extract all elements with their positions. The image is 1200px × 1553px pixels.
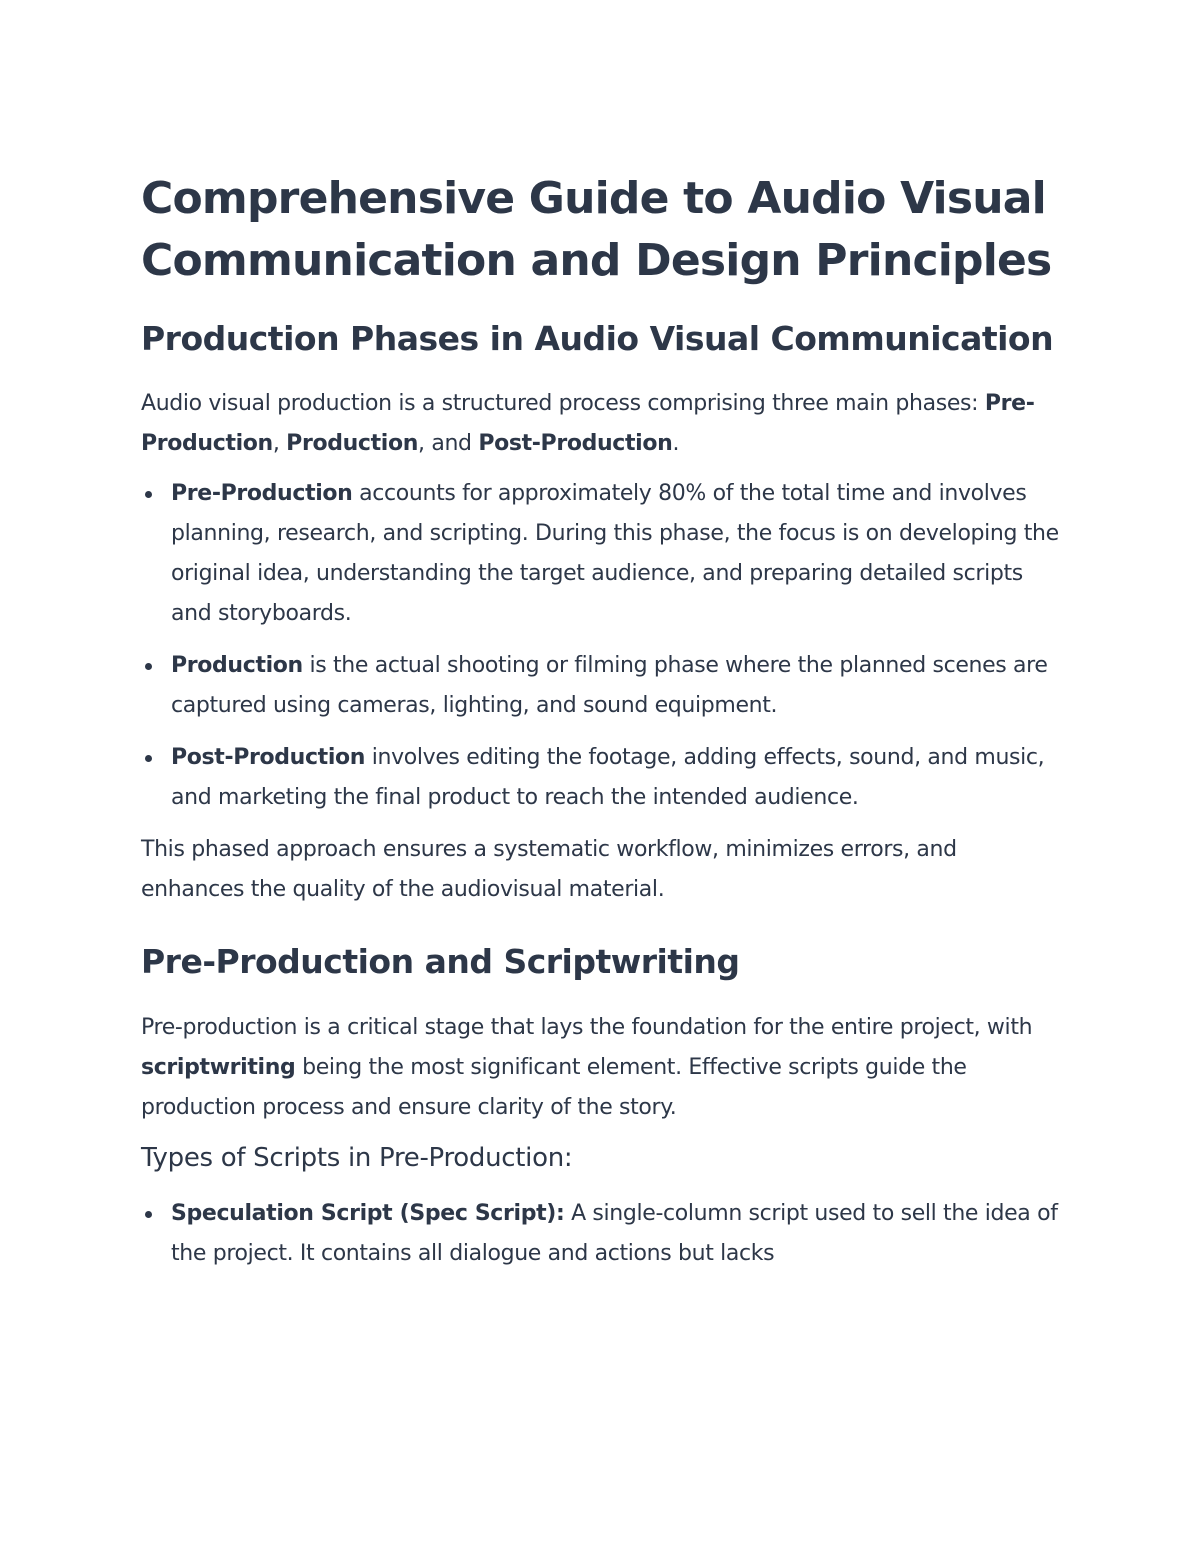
bullet-icon <box>145 491 152 498</box>
document-title: Comprehensive Guide to Audio Visual Communication and Design Principles <box>141 173 1052 286</box>
list-item-term: Production <box>171 653 303 678</box>
intro-text: Audio visual production is a structured process comprising three main phases: <box>141 391 985 416</box>
production-phases-closing: This phased approach ensures a systematic workflow, minimizes errors, and enhances the quality of the audiovisual material. <box>141 837 957 902</box>
list-item-term: Post-Production <box>171 745 366 770</box>
intro-separator: , <box>272 431 287 456</box>
bullet-icon <box>145 663 152 670</box>
script-types-list <box>141 1194 1061 1274</box>
pre-production-paragraph <box>141 1008 1061 1128</box>
paragraph-term-scriptwriting: scriptwriting <box>141 1055 296 1080</box>
bullet-icon <box>145 1211 152 1218</box>
list-item-text: involves editing the footage, adding effects, sound, and music, and marketing the final product to reach the intended audience. <box>171 745 1045 810</box>
list-item <box>141 738 1061 818</box>
intro-term-production: Production <box>286 431 419 456</box>
list-item <box>141 474 1061 634</box>
paragraph-text: Pre-production is a critical stage that lays the foundation for the entire project, with <box>141 1015 1033 1040</box>
list-item-term: Pre-Production <box>171 481 353 506</box>
list-item-text: A single-column script used to sell the idea of the project. It contains all dialogue and actions but lacks <box>171 1201 1058 1266</box>
intro-separator: , and <box>418 431 479 456</box>
list-item <box>141 646 1061 726</box>
intro-term-pre-production: Pre-Production <box>141 391 1035 456</box>
list-item <box>141 1194 1061 1274</box>
list-item-text: accounts for approximately 80% of the total time and involves planning, research, and scripting. During this phase, the focus is on developing the original idea, understanding the target audience, and preparing detailed scripts and storyboards. <box>171 481 1059 626</box>
bullet-icon <box>145 755 152 762</box>
subheading-script-types: Types of Scripts in Pre-Production: <box>141 1143 573 1173</box>
list-item-text: is the actual shooting or filming phase where the planned scenes are captured using cameras, lighting, and sound equipment. <box>171 653 1048 718</box>
intro-term-post-production: Post-Production <box>478 431 673 456</box>
section-heading-pre-production: Pre-Production and Scriptwriting <box>141 942 740 981</box>
section-heading-production-phases: Production Phases in Audio Visual Communication <box>141 319 1054 358</box>
intro-end: . <box>672 431 680 456</box>
production-phases-intro <box>141 384 1061 464</box>
paragraph-text: being the most significant element. Effective scripts guide the production process and ensure clarity of the story. <box>141 1055 967 1120</box>
document-page <box>141 168 1061 1286</box>
list-item-term: Speculation Script (Spec Script): <box>171 1201 565 1226</box>
production-phases-list <box>141 474 1061 818</box>
